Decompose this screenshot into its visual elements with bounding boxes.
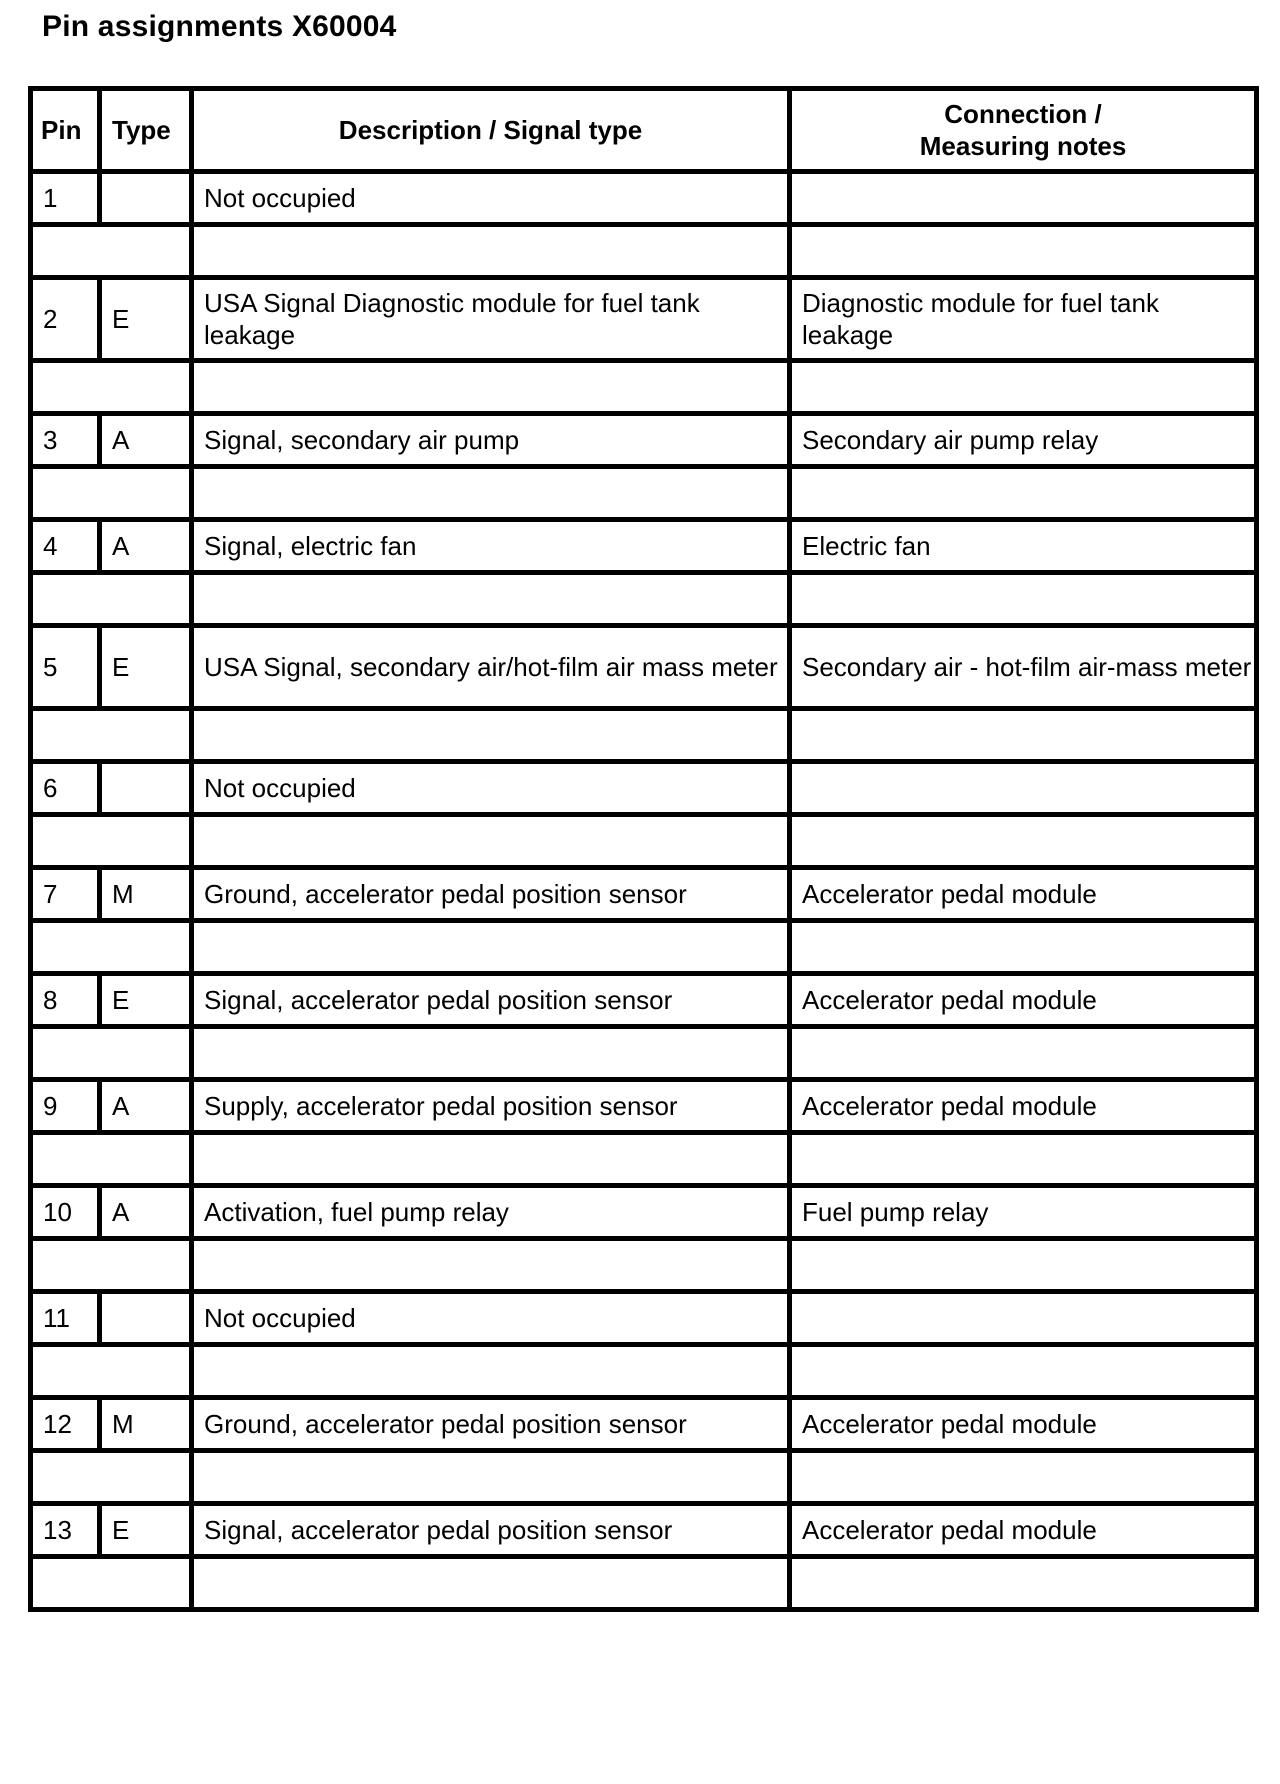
table-row — [31, 762, 1257, 815]
description-cell: Ground, accelerator pedal position sensor — [192, 1398, 790, 1451]
type-cell: A — [100, 1186, 192, 1239]
spacer-cell — [192, 573, 790, 626]
spacer-row — [31, 1239, 1257, 1292]
type-cell: A — [100, 1080, 192, 1133]
spacer-cell — [192, 225, 790, 278]
table-row — [31, 1186, 1257, 1239]
pin-cell: 3 — [31, 414, 100, 467]
spacer-cell — [790, 1027, 1257, 1080]
pin-cell: 9 — [31, 1080, 100, 1133]
spacer-row — [31, 225, 1257, 278]
spacer-cell — [31, 1133, 192, 1186]
connection-cell: Accelerator pedal module — [790, 868, 1257, 921]
description-cell: Ground, accelerator pedal position sensor — [192, 868, 790, 921]
spacer-row — [31, 1027, 1257, 1080]
table-row — [31, 1398, 1257, 1451]
connection-cell: Diagnostic module for fuel tank leakage — [790, 278, 1257, 361]
connection-cell: Electric fan — [790, 520, 1257, 573]
connection-cell: Fuel pump relay — [790, 1186, 1257, 1239]
spacer-cell — [790, 921, 1257, 974]
spacer-cell — [192, 921, 790, 974]
connection-cell — [790, 172, 1257, 225]
spacer-cell — [790, 1557, 1257, 1610]
description-cell: Not occupied — [192, 172, 790, 225]
pin-cell: 5 — [31, 626, 100, 709]
pin-cell: 11 — [31, 1292, 100, 1345]
type-cell: A — [100, 520, 192, 573]
pin-assignment-table — [28, 86, 1259, 1612]
spacer-row — [31, 1451, 1257, 1504]
pin-cell: 13 — [31, 1504, 100, 1557]
spacer-cell — [192, 1133, 790, 1186]
spacer-row — [31, 921, 1257, 974]
header-connection-line1: Connection / — [944, 99, 1102, 129]
spacer-cell — [31, 361, 192, 414]
table-row — [31, 172, 1257, 225]
spacer-cell — [31, 1451, 192, 1504]
spacer-row — [31, 815, 1257, 868]
connection-cell: Accelerator pedal module — [790, 1398, 1257, 1451]
table-row — [31, 1504, 1257, 1557]
type-cell: E — [100, 974, 192, 1027]
spacer-cell — [31, 1557, 192, 1610]
table-header-row — [31, 89, 1257, 172]
type-cell: A — [100, 414, 192, 467]
spacer-row — [31, 467, 1257, 520]
spacer-cell — [790, 709, 1257, 762]
type-cell — [100, 172, 192, 225]
spacer-cell — [790, 1451, 1257, 1504]
spacer-cell — [192, 1239, 790, 1292]
table-row — [31, 278, 1257, 361]
pin-cell: 12 — [31, 1398, 100, 1451]
spacer-row — [31, 1557, 1257, 1610]
type-cell: E — [100, 626, 192, 709]
header-connection — [790, 89, 1257, 172]
table-row — [31, 868, 1257, 921]
pin-cell: 7 — [31, 868, 100, 921]
pin-cell: 6 — [31, 762, 100, 815]
spacer-cell — [31, 1345, 192, 1398]
type-cell: E — [100, 1504, 192, 1557]
pin-cell: 10 — [31, 1186, 100, 1239]
spacer-cell — [790, 815, 1257, 868]
spacer-cell — [790, 225, 1257, 278]
description-cell: Signal, accelerator pedal position sensor — [192, 1504, 790, 1557]
spacer-cell — [192, 815, 790, 868]
description-cell: Activation, fuel pump relay — [192, 1186, 790, 1239]
spacer-cell — [31, 921, 192, 974]
table-row — [31, 1080, 1257, 1133]
connection-cell: Secondary air - hot-film air-mass meter — [790, 626, 1257, 709]
table-row — [31, 414, 1257, 467]
spacer-cell — [31, 1239, 192, 1292]
type-cell — [100, 762, 192, 815]
spacer-row — [31, 573, 1257, 626]
description-cell: Signal, electric fan — [192, 520, 790, 573]
spacer-cell — [192, 361, 790, 414]
type-cell: M — [100, 1398, 192, 1451]
header-pin: Pin — [31, 89, 100, 172]
header-type: Type — [100, 89, 192, 172]
spacer-cell — [790, 1345, 1257, 1398]
spacer-cell — [790, 361, 1257, 414]
spacer-cell — [790, 1133, 1257, 1186]
pin-cell: 2 — [31, 278, 100, 361]
table-row — [31, 974, 1257, 1027]
pin-cell: 1 — [31, 172, 100, 225]
description-cell: USA Signal Diagnostic module for fuel tank leakage — [192, 278, 790, 361]
spacer-cell — [192, 1451, 790, 1504]
spacer-cell — [790, 1239, 1257, 1292]
spacer-cell — [31, 709, 192, 762]
description-cell: Signal, accelerator pedal position sensor — [192, 974, 790, 1027]
spacer-cell — [192, 1027, 790, 1080]
spacer-cell — [31, 467, 192, 520]
connection-cell: Accelerator pedal module — [790, 1504, 1257, 1557]
spacer-cell — [192, 709, 790, 762]
header-description: Description / Signal type — [192, 89, 790, 172]
description-cell: USA Signal, secondary air/hot-film air mass meter — [192, 626, 790, 709]
description-cell: Supply, accelerator pedal position sensor — [192, 1080, 790, 1133]
page-title: Pin assignments X60004 — [42, 10, 397, 43]
spacer-cell — [31, 815, 192, 868]
table-row — [31, 626, 1257, 709]
description-cell: Signal, secondary air pump — [192, 414, 790, 467]
description-cell: Not occupied — [192, 762, 790, 815]
table-row — [31, 520, 1257, 573]
pin-cell: 8 — [31, 974, 100, 1027]
spacer-cell — [192, 1345, 790, 1398]
header-connection-line2: Measuring notes — [919, 131, 1127, 161]
spacer-row — [31, 709, 1257, 762]
type-cell: E — [100, 278, 192, 361]
type-cell — [100, 1292, 192, 1345]
description-cell: Not occupied — [192, 1292, 790, 1345]
spacer-row — [31, 361, 1257, 414]
pin-cell: 4 — [31, 520, 100, 573]
spacer-row — [31, 1133, 1257, 1186]
connection-cell: Accelerator pedal module — [790, 1080, 1257, 1133]
spacer-cell — [790, 467, 1257, 520]
connection-cell: Secondary air pump relay — [790, 414, 1257, 467]
spacer-cell — [31, 573, 192, 626]
table-row — [31, 1292, 1257, 1345]
spacer-cell — [31, 1027, 192, 1080]
connection-cell — [790, 1292, 1257, 1345]
connection-cell: Accelerator pedal module — [790, 974, 1257, 1027]
spacer-cell — [31, 225, 192, 278]
spacer-cell — [192, 1557, 790, 1610]
connection-cell — [790, 762, 1257, 815]
spacer-row — [31, 1345, 1257, 1398]
spacer-cell — [192, 467, 790, 520]
type-cell: M — [100, 868, 192, 921]
spacer-cell — [790, 573, 1257, 626]
